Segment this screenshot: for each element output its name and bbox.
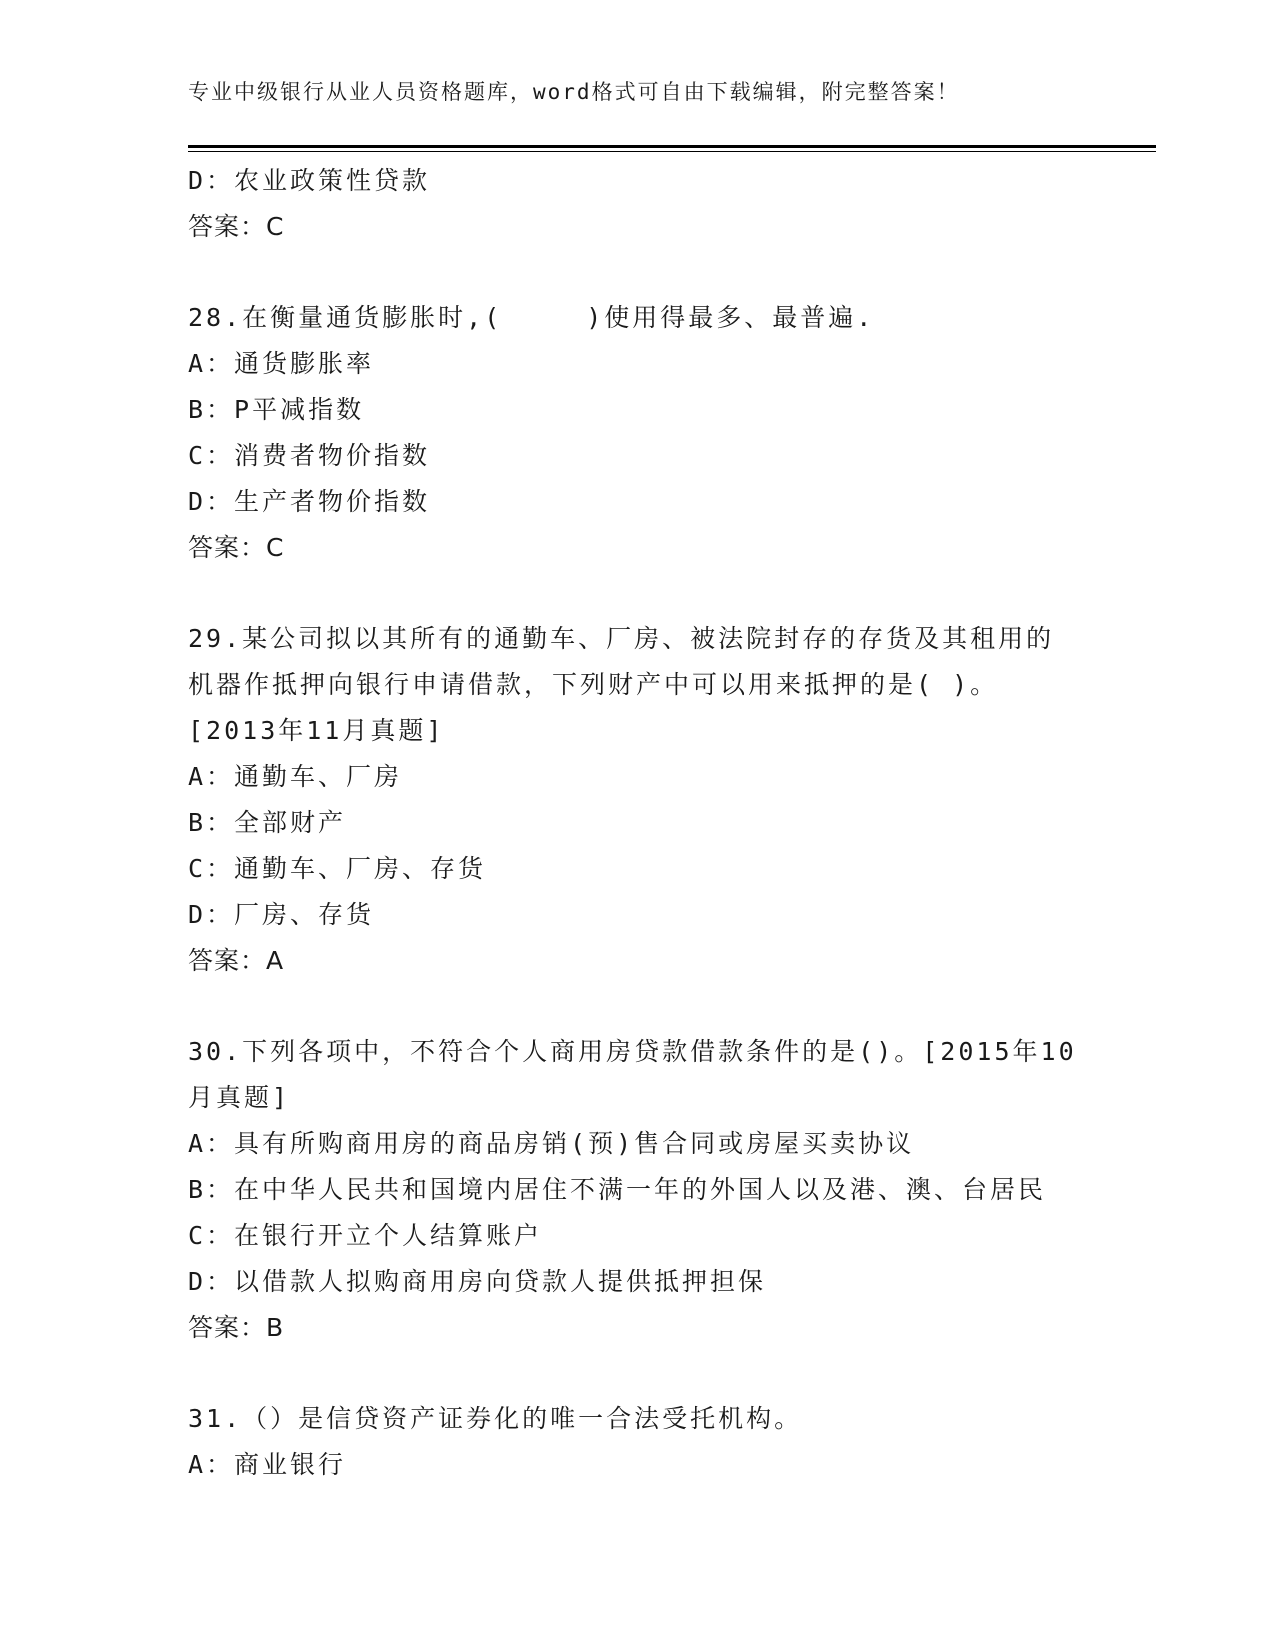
option-c: C：在银行开立个人结算账户 bbox=[188, 1221, 543, 1250]
option-d: D：生产者物价指数 bbox=[188, 487, 431, 516]
option-b: B：P平减指数 bbox=[188, 395, 365, 424]
answer: 答案：A bbox=[188, 946, 285, 975]
question-stem: 28.在衡量通货膨胀时,( )使用得最多、最普遍. bbox=[188, 303, 875, 332]
header-rule-thick bbox=[188, 145, 1156, 148]
question-28 bbox=[188, 295, 1088, 571]
option-c: C：消费者物价指数 bbox=[188, 441, 431, 470]
option-b: B：在中华人民共和国境内居住不满一年的外国人以及港、澳、台居民 bbox=[188, 1175, 1047, 1204]
option-a: A：商业银行 bbox=[188, 1450, 347, 1479]
spacer bbox=[188, 250, 1088, 295]
answer: 答案：C bbox=[188, 212, 285, 241]
option-b: B：全部财产 bbox=[188, 808, 347, 837]
question-stem-line: 机器作抵押向银行申请借款，下列财产中可以用来抵押的是( )。 bbox=[188, 670, 999, 699]
option-c: C：通勤车、厂房、存货 bbox=[188, 854, 487, 883]
answer: 答案：B bbox=[188, 1313, 285, 1342]
question-29 bbox=[188, 616, 1088, 984]
option-d: D：农业政策性贷款 bbox=[188, 166, 431, 195]
answer: 答案：C bbox=[188, 533, 285, 562]
question-source: [2013年11月真题] bbox=[188, 716, 445, 745]
header-rule-thin bbox=[188, 151, 1156, 152]
question-30 bbox=[188, 1029, 1088, 1351]
page-header: 专业中级银行从业人员资格题库，word格式可自由下载编辑，附完整答案！ bbox=[188, 80, 960, 104]
option-d: D：厂房、存货 bbox=[188, 900, 375, 929]
question-stem-line: 月真题] bbox=[188, 1083, 291, 1112]
question-31 bbox=[188, 1396, 1088, 1488]
question-stem-line: 30.下列各项中，不符合个人商用房贷款借款条件的是()。[2015年10 bbox=[188, 1037, 1077, 1066]
spacer bbox=[188, 571, 1088, 616]
prev-question-tail bbox=[188, 158, 1088, 250]
option-a: A：通勤车、厂房 bbox=[188, 762, 403, 791]
question-content bbox=[188, 158, 1088, 1488]
question-stem-line: 29.某公司拟以其所有的通勤车、厂房、被法院封存的存货及其租用的 bbox=[188, 624, 1055, 653]
option-a: A：具有所购商用房的商品房销(预)售合同或房屋买卖协议 bbox=[188, 1129, 915, 1158]
option-a: A：通货膨胀率 bbox=[188, 349, 375, 378]
spacer bbox=[188, 1351, 1088, 1396]
option-d: D：以借款人拟购商用房向贷款人提供抵押担保 bbox=[188, 1267, 767, 1296]
question-stem: 31.（）是信贷资产证券化的唯一合法受托机构。 bbox=[188, 1404, 803, 1433]
spacer bbox=[188, 984, 1088, 1029]
